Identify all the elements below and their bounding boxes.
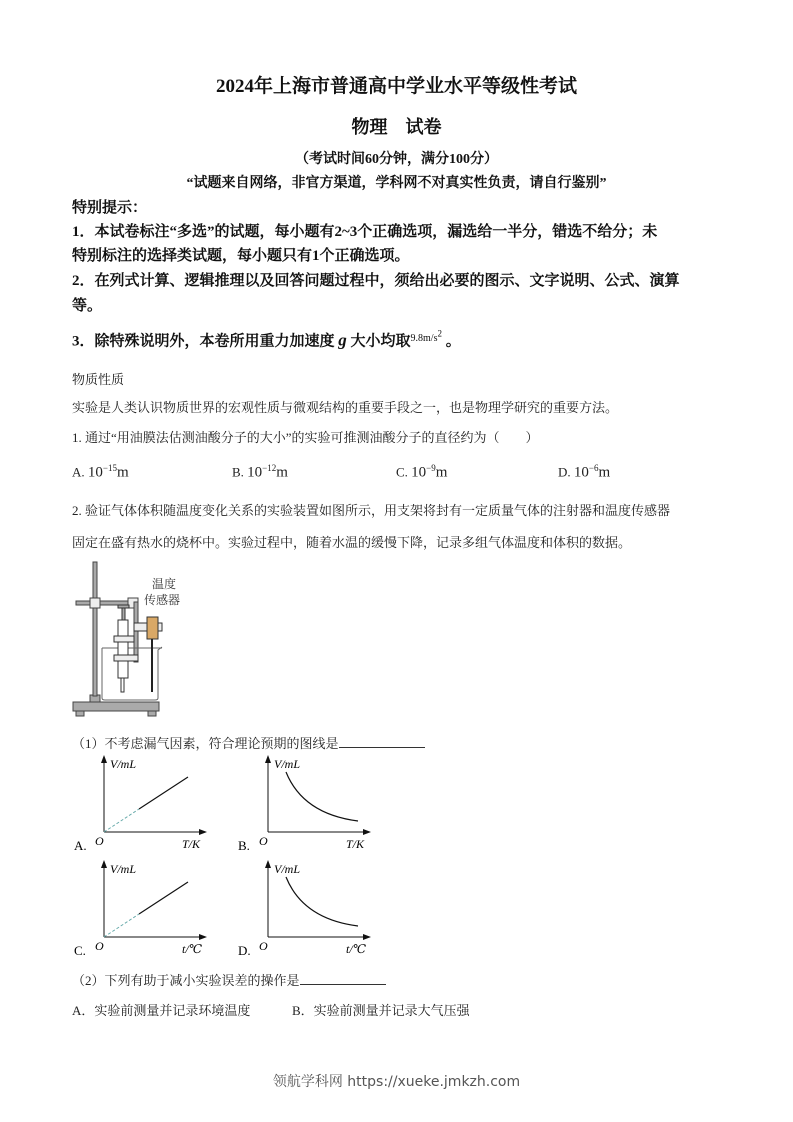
option-letter: B.	[238, 838, 250, 853]
note-line: 特别标注的选择类试题，每小题只有1个正确选项。	[72, 248, 410, 264]
extrapolation-line	[104, 914, 139, 937]
section-intro: 实验是人类认识物质世界的宏观性质与微观结构的重要手段之一，也是物理学研究的重要方法。	[72, 400, 619, 415]
figure-label: 温度	[152, 577, 177, 591]
data-line	[139, 882, 188, 914]
option-letter: A.	[74, 838, 87, 853]
y-arrow-icon	[265, 755, 271, 763]
x-arrow-icon	[199, 934, 207, 940]
q2-stem: 固定在盛有热水的烧杯中。实验过程中，随着水温的缓慢下降，记录多组气体温度和体积的数据。	[72, 535, 632, 550]
paper-subtitle: 物理 试卷	[351, 117, 442, 137]
option-letter: D.	[238, 943, 251, 958]
x-axis-label: T/K	[182, 837, 201, 851]
x-axis-label: t/℃	[346, 942, 367, 956]
graph-option-a[interactable]	[60, 752, 220, 857]
note-line: 等。	[72, 298, 103, 314]
origin-label: O	[259, 834, 268, 848]
q2-part2: （2）下列有助于减小实验误差的操作是	[72, 970, 386, 989]
footer-watermark: 领航学科网 https://xueke.jmkzh.com	[272, 1074, 521, 1090]
q1-option: D. $10^{-6}m$	[558, 463, 611, 481]
x-arrow-icon	[199, 829, 207, 835]
figure-label: 传感器	[144, 593, 181, 607]
notes-heading: 特别提示：	[72, 200, 148, 216]
extrapolation-line	[104, 809, 139, 832]
q1-option: A. $10^{-15}m$	[72, 463, 129, 481]
data-curve	[286, 772, 358, 821]
note-text: 。	[445, 333, 461, 350]
q2-stem: 2. 验证气体体积随温度变化关系的实验装置如图所示，用支架将封有一定质量气体的注射器和温度传感器	[72, 503, 671, 518]
disclaimer: “试题来自网络，非官方渠道，学科网不对真实性负责，请自行鉴别”	[186, 176, 607, 191]
y-arrow-icon	[101, 860, 107, 868]
section-title: 物质性质	[72, 372, 125, 387]
x-arrow-icon	[363, 829, 371, 835]
note-text: 大小均取	[350, 333, 411, 350]
q1-stem: 1. 通过“用油膜法估测油酸分子的大小”的实验可推测油酸分子的直径约为（ ）	[72, 430, 539, 445]
graph-option-d[interactable]	[224, 857, 384, 962]
note-line: 1．本试卷标注“多选”的试题，每小题有2~3个正确选项，漏选给一半分，错选不给分；未	[72, 224, 658, 240]
origin-label: O	[95, 834, 104, 848]
x-arrow-icon	[363, 934, 371, 940]
q1-option: C. $10^{-9}m$	[396, 463, 448, 481]
y-axis-label: V/mL	[110, 757, 137, 771]
note-line: 2．在列式计算、逻辑推理以及回答问题过程中，须给出必要的图示、文字说明、公式、演算	[72, 273, 680, 289]
y-axis-label: V/mL	[274, 862, 301, 876]
q2-part1: （1）不考虑漏气因素，符合理论预期的图线是	[72, 733, 425, 752]
data-curve	[286, 877, 358, 926]
origin-label: O	[259, 939, 268, 953]
q2-part2-option-b: B．实验前测量并记录大气压强	[292, 1003, 470, 1018]
option-letter: C.	[74, 943, 86, 958]
data-line	[139, 777, 188, 809]
g-value: 9.8m/s2	[410, 329, 442, 345]
origin-label: O	[95, 939, 104, 953]
graph-option-b[interactable]	[224, 752, 384, 857]
graph-option-c[interactable]	[60, 857, 220, 962]
x-axis-label: t/℃	[182, 942, 203, 956]
exam-title: 2024年上海市普通高中学业水平等级性考试	[215, 76, 577, 97]
q1-option: B. $10^{-12}m$	[232, 463, 288, 481]
symbol-g: g	[338, 330, 347, 350]
y-axis-label: V/mL	[274, 757, 301, 771]
q2-part2-option-a: A．实验前测量并记录环境温度	[72, 1003, 251, 1018]
note-item-3	[72, 329, 461, 350]
exam-info: （考试时间60分钟，满分100分）	[295, 152, 498, 167]
x-axis-label: T/K	[346, 837, 365, 851]
note-text: 3．除特殊说明外，本卷所用重力加速度	[72, 333, 335, 350]
y-axis-label: V/mL	[110, 862, 137, 876]
y-arrow-icon	[265, 860, 271, 868]
y-arrow-icon	[101, 755, 107, 763]
apparatus-figure	[70, 560, 200, 720]
